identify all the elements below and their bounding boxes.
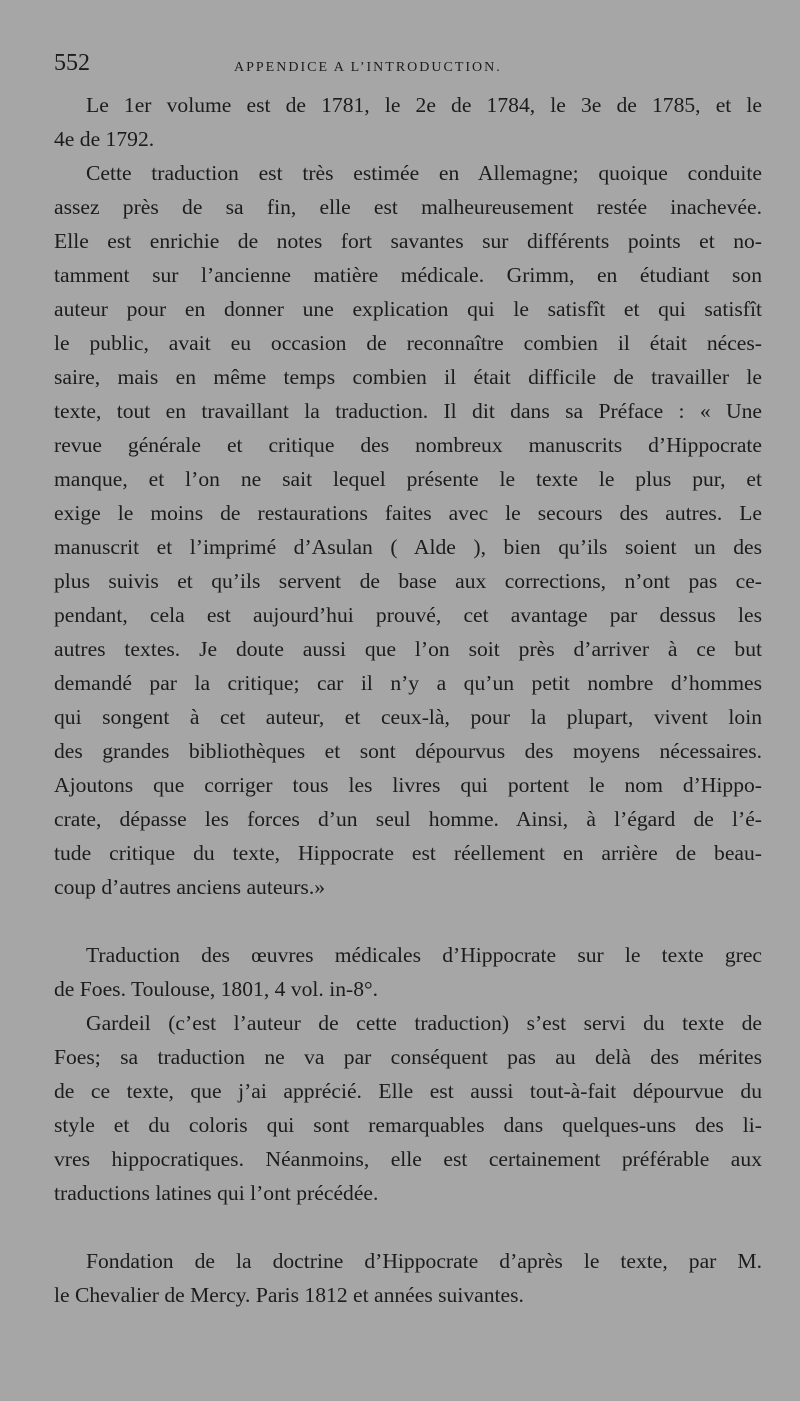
running-title: APPENDICE A L’INTRODUCTION. <box>234 60 502 75</box>
text-line: tamment sur l’ancienne matière médicale. Grimm, en étudiant son <box>54 263 762 287</box>
text-line: autres textes. Je doute aussi que l’on soit près d’arriver à ce but <box>54 637 762 661</box>
text-line: Fondation de la doctrine d’Hippocrate d’après le texte, par M. <box>86 1249 762 1273</box>
text-line: de ce texte, que j’ai apprécié. Elle est aussi tout-à-fait dépourvue du <box>54 1079 762 1103</box>
text-line: Cette traduction est très estimée en Allemagne; quoique conduite <box>86 161 762 185</box>
text-line: saire, mais en même temps combien il était difficile de travailler le <box>54 365 762 389</box>
body-text <box>54 88 762 1312</box>
text-line: Le 1er volume est de 1781, le 2e de 1784, le 3e de 1785, et le <box>86 93 762 117</box>
paragraph-volumes <box>54 88 762 156</box>
text-line: auteur pour en donner une explication qui le satisfît et qui satisfît <box>54 297 762 321</box>
text-line: tude critique du texte, Hippocrate est réellement en arrière de beau- <box>54 841 762 865</box>
text-line: demandé par la critique; car il n’y a qu’un petit nombre d’hommes <box>54 671 762 695</box>
text-line: texte, tout en travaillant la traduction. Il dit dans sa Préface : « Une <box>54 399 762 423</box>
text-line: manuscrit et l’imprimé d’Asulan ( Alde ), bien qu’ils soient un des <box>54 535 762 559</box>
text-line: Foes; sa traduction ne va par conséquent pas au delà des mérites <box>54 1045 762 1069</box>
paragraph-toulouse-translation <box>54 938 762 1006</box>
text-line: 4e de 1792. <box>54 127 155 151</box>
section-gap <box>54 904 762 938</box>
text-line: des grandes bibliothèques et sont dépourvus des moyens nécessaires. <box>54 739 762 763</box>
text-line: crate, dépasse les forces d’un seul homme. Ainsi, à l’égard de l’é- <box>54 807 762 831</box>
text-line: coup d’autres anciens auteurs.» <box>54 875 326 899</box>
text-line: Traduction des œuvres médicales d’Hippocrate sur le texte grec <box>86 943 762 967</box>
text-line: le Chevalier de Mercy. Paris 1812 et années suivantes. <box>54 1283 524 1307</box>
paragraph-mercy <box>54 1244 762 1312</box>
text-line: Elle est enrichie de notes fort savantes sur différents points et no- <box>54 229 762 253</box>
text-line: plus suivis et qu’ils servent de base aux corrections, n’ont pas ce- <box>54 569 762 593</box>
paragraph-gardeil <box>54 1006 762 1210</box>
text-line: qui songent à cet auteur, et ceux-là, pour la plupart, vivent loin <box>54 705 762 729</box>
page-header <box>54 50 754 80</box>
text-line: Gardeil (c’est l’auteur de cette traduction) s’est servi du texte de <box>86 1011 762 1035</box>
text-line: manque, et l’on ne sait lequel présente le texte le plus pur, et <box>54 467 762 491</box>
text-line: pendant, cela est aujourd’hui prouvé, cet avantage par dessus les <box>54 603 762 627</box>
text-line: vres hippocratiques. Néanmoins, elle est certainement préférable aux <box>54 1147 762 1171</box>
paragraph-grimm-translation <box>54 156 762 904</box>
text-line: style et du coloris qui sont remarquables dans quelques-uns des li- <box>54 1113 762 1137</box>
section-gap <box>54 1210 762 1244</box>
text-line: Ajoutons que corriger tous les livres qui portent le nom d’Hippo- <box>54 773 762 797</box>
text-line: le public, avait eu occasion de reconnaître combien il était néces- <box>54 331 762 355</box>
text-line: de Foes. Toulouse, 1801, 4 vol. in-8°. <box>54 977 379 1001</box>
text-line: exige le moins de restaurations faites avec le secours des autres. Le <box>54 501 762 525</box>
text-line: traductions latines qui l’ont précédée. <box>54 1181 379 1205</box>
text-line: assez près de sa fin, elle est malheureusement restée inachevée. <box>54 195 762 219</box>
text-line: revue générale et critique des nombreux manuscrits d’Hippocrate <box>54 433 762 457</box>
page-number: 552 <box>54 50 90 76</box>
